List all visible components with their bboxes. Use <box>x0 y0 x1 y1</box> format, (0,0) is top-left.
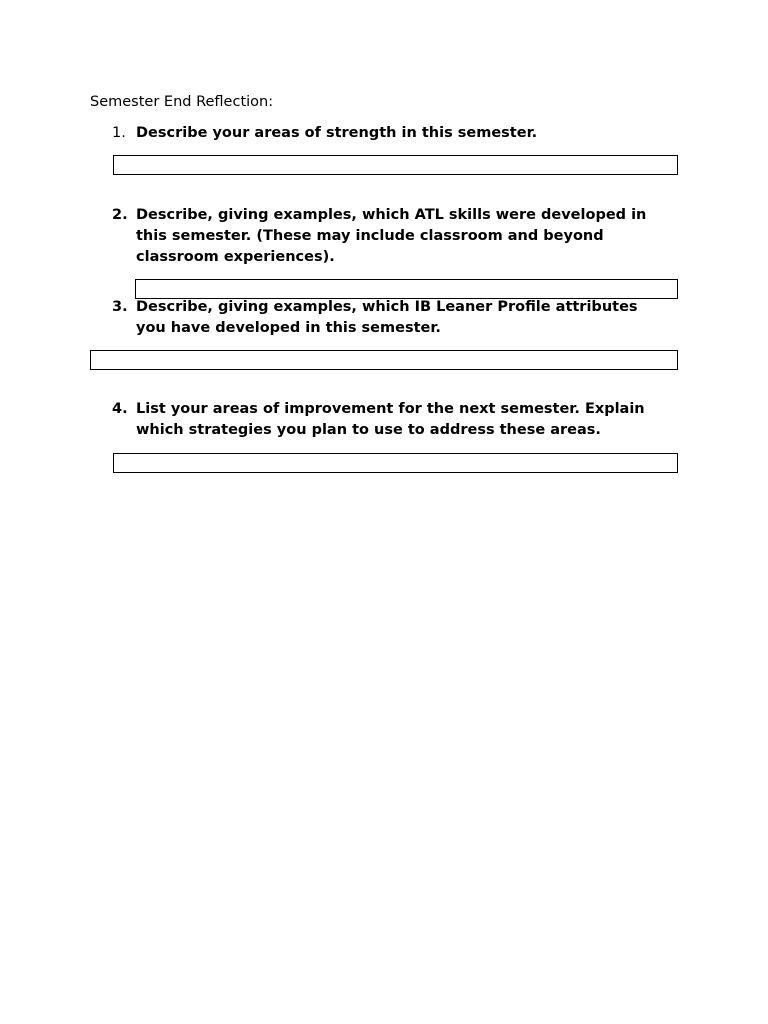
question-1 <box>112 123 672 144</box>
question-text: Describe your areas of strength in this semester. <box>136 125 538 141</box>
question-number: 3. <box>112 299 128 315</box>
answer-box-1[interactable] <box>113 155 678 175</box>
answer-box-3[interactable] <box>90 350 678 370</box>
question-2 <box>112 205 672 268</box>
question-3 <box>112 297 672 339</box>
question-text: Describe, giving examples, which IB Leaner Profile attributes you have developed in this semester. <box>136 299 638 336</box>
document-heading: Semester End Reflection: <box>90 94 274 110</box>
answer-box-4[interactable] <box>113 453 678 473</box>
answer-box-2[interactable] <box>135 279 678 299</box>
question-number: 2. <box>112 207 128 223</box>
question-text: List your areas of improvement for the next semester. Explain which strategies you plan to use to address these areas. <box>136 401 645 438</box>
question-4 <box>112 399 672 441</box>
question-text: Describe, giving examples, which ATL skills were developed in this semester. (These may include classroom and beyond classroom experiences). <box>136 207 647 265</box>
question-number: 1. <box>112 125 126 141</box>
question-number: 4. <box>112 401 128 417</box>
